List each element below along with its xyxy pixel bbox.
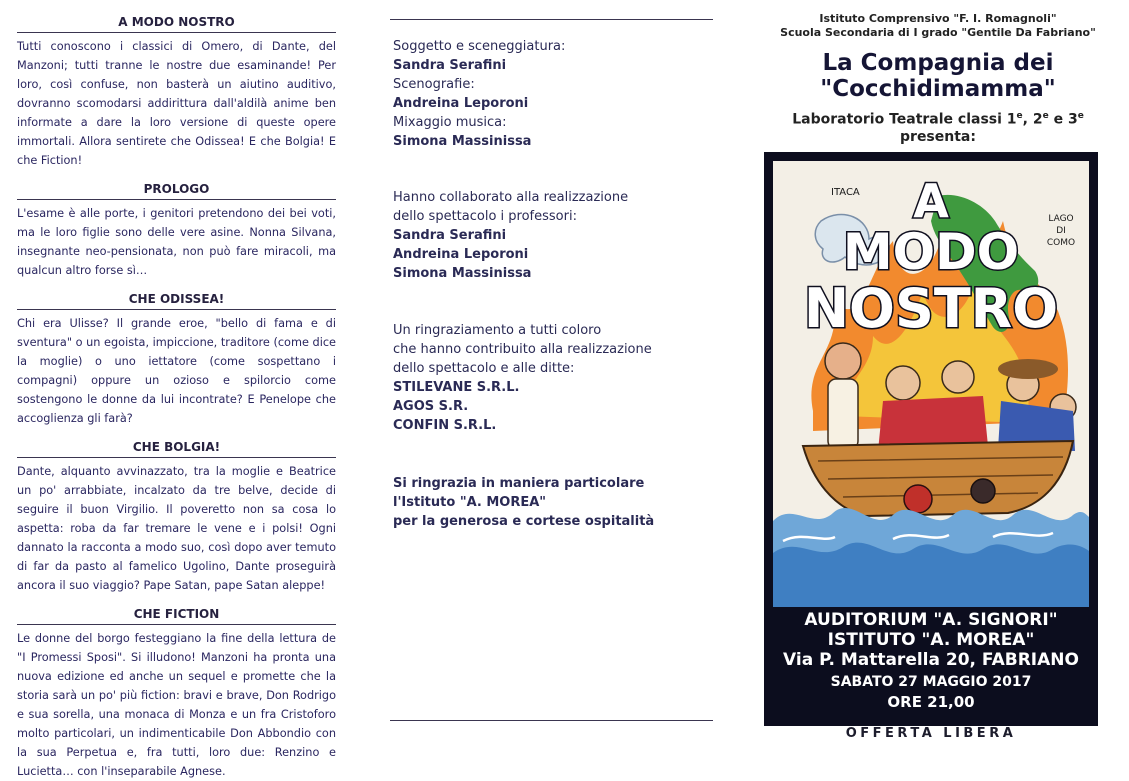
- company-title: [768, 50, 1108, 102]
- ulysses-body: [828, 379, 858, 449]
- section-title: CHE ODISSEA!: [128, 292, 225, 306]
- collab-intro-line: dello spettacolo i professori:: [393, 209, 577, 224]
- section-title: PROLOGO: [143, 182, 210, 196]
- section-che-odissea: [17, 291, 336, 428]
- lab-sup: e: [1016, 111, 1023, 121]
- company-line: "Cocchidimamma": [820, 76, 1056, 102]
- section-title: CHE BOLGIA!: [132, 440, 221, 454]
- map-label-lago: LAGO: [1048, 214, 1074, 224]
- beatrice-head: [942, 361, 974, 393]
- section-divider: [17, 32, 336, 33]
- section-divider: [17, 457, 336, 458]
- event-time: ORE 21,00: [887, 693, 975, 711]
- company-name: AGOS S.R.: [393, 399, 469, 414]
- section-a-modo-nostro: [17, 14, 336, 170]
- school-line: Istituto Comprensivo "F. I. Romagnoli": [819, 12, 1057, 25]
- section-prologo: [17, 181, 336, 280]
- credits-block: [393, 37, 565, 151]
- section-body: L'esame è alle porte, i genitori pretendono dei bei voti, ma le loro figlie sono delle vere asine. Nonna Silvana, insegnante neo-pensionata, non può fare miracoli, ma qualcun altro forse sì…: [17, 207, 336, 277]
- lab-sup: e: [1042, 111, 1049, 121]
- map-label-como: COMO: [1046, 238, 1076, 248]
- section-body: Chi era Ulisse? Il grande eroe, "bello di fama e di sventura" o un egoista, impiccione, traditore (come dice la moglie) o uno iettatore (come sospettano i compagni) oppure un ozioso e spilorcio come sostengono le donne da lui incontrate? E Penelope che accoglienza gli farà?: [17, 317, 336, 425]
- venue-address: Via P. Mattarella 20, FABRIANO: [783, 650, 1079, 670]
- section-body: Tutti conoscono i classici di Omero, di Dante, del Manzoni; tutti tranne le nostre due esaminande! Per loro, così confuse, non basterà un aiutino auditivo, dovranno scomodarsi addirittura dall'aldilà anime ben informate a dare la loro versione di queste opere immortali. Allora sentirete che Odissea! E che Bolgia! E che Fiction!: [17, 40, 336, 167]
- presenta-label: presenta:: [900, 128, 976, 145]
- poster-illustration: [773, 161, 1089, 607]
- devil-figure: [904, 485, 932, 513]
- lab-text: Laboratorio Teatrale classi 1: [792, 111, 1017, 128]
- renzo-hat: [998, 359, 1058, 379]
- section-divider: [17, 624, 336, 625]
- collab-name: Simona Massinissa: [393, 266, 532, 281]
- thanks-intro-line: Un ringraziamento a tutti coloro: [393, 323, 602, 338]
- lab-line: [768, 108, 1108, 129]
- lab-text: e 3: [1048, 111, 1078, 128]
- ulysses-head: [825, 343, 861, 379]
- thanks-intro-line: dello spettacolo e alle ditte:: [393, 361, 575, 376]
- section-che-fiction: [17, 606, 336, 781]
- map-label-di: DI: [1056, 226, 1066, 236]
- credit-name: Sandra Serafini: [393, 58, 507, 73]
- lab-heading: [768, 108, 1108, 146]
- collab-name: Sandra Serafini: [393, 228, 507, 243]
- section-che-bolgia: [17, 439, 336, 595]
- company-line: La Compagnia dei: [822, 50, 1054, 76]
- poster-title-nostro: NOSTRO: [803, 277, 1059, 340]
- credit-name: Andreina Leporoni: [393, 96, 529, 111]
- special-thanks-block: [393, 474, 654, 531]
- collaborators-block: [393, 188, 628, 283]
- credit-label: Mixaggio musica:: [393, 115, 507, 130]
- section-title: CHE FICTION: [133, 607, 220, 621]
- venue-istituto: ISTITUTO "A. MOREA": [827, 630, 1035, 650]
- thanks-intro-line: che hanno contribuito alla realizzazione: [393, 342, 652, 357]
- special-thanks-line: per la generosa e cortese ospitalità: [393, 514, 655, 529]
- credit-label: Scenografie:: [393, 77, 475, 92]
- offerta-libera: OFFERTA LIBERA: [845, 726, 1017, 741]
- map-label-itaca: ITACA: [831, 187, 860, 198]
- poster: [764, 152, 1098, 726]
- event-date: SABATO 27 MAGGIO 2017: [830, 674, 1032, 690]
- lab-text: , 2: [1022, 111, 1043, 128]
- venue-auditorium: AUDITORIUM "A. SIGNORI": [804, 610, 1058, 630]
- credit-name: Simona Massinissa: [393, 134, 532, 149]
- section-body: Le donne del borgo festeggiano la fine della lettura de "I Promessi Sposi". Si illudono! Manzoni ha pronta una nuova edizione ed anche un sequel e promette che la storia sarà un po' più fiction: bravi e brave, Don Rodrigo e sua sorella, una monaca di Monza e un fra Cristoforo molto particolari, un indimenticabile Don Abbondio con la sua Perpetua e, fra tutti, loro due: Renzino e Lucietta… con l'inseparabile Agnese.: [17, 632, 336, 778]
- credit-label: Soggetto e sceneggiatura:: [393, 39, 566, 54]
- company-name: STILEVANE S.R.L.: [393, 380, 520, 395]
- special-thanks-line: l'Istituto "A. MOREA": [393, 495, 547, 510]
- poster-title-a: A: [913, 174, 949, 228]
- section-divider: [17, 309, 336, 310]
- company-name: CONFIN S.R.L.: [393, 418, 497, 433]
- collab-name: Andreina Leporoni: [393, 247, 529, 262]
- lab-sup: e: [1077, 111, 1084, 121]
- bottom-divider: [390, 720, 713, 721]
- collab-intro-line: Hanno collaborato alla realizzazione: [393, 190, 629, 205]
- devil-figure: [971, 479, 995, 503]
- school-header: [768, 12, 1108, 40]
- section-body: Dante, alquanto avvinazzato, tra la moglie e Beatrice un po' arrabbiate, incalzato da tre belve, decide di seguire il buon Virgilio. Il poveretto non sa cosa lo aspetta: roba da far tremare le vene e i polsi! Ogni dannato la racconta a modo suo, così dopo aver temuto di far da pasto al famelico Ugolino, Dante proseguirà ancora il suo viaggio? Pape Satan, pape Satan aleppe!: [17, 465, 336, 592]
- section-divider: [17, 199, 336, 200]
- special-thanks-line: Si ringrazia in maniera particolare: [393, 476, 645, 491]
- venue-info: [764, 610, 1098, 712]
- left-panel: [0, 0, 360, 778]
- thanks-block: [393, 321, 652, 435]
- dante-head: [886, 366, 920, 400]
- section-title: A MODO NOSTRO: [118, 15, 235, 29]
- top-divider: [390, 19, 713, 20]
- school-line: Scuola Secondaria di I grado "Gentile Da Fabriano": [780, 26, 1096, 39]
- poster-title-modo: MODO: [842, 223, 1020, 281]
